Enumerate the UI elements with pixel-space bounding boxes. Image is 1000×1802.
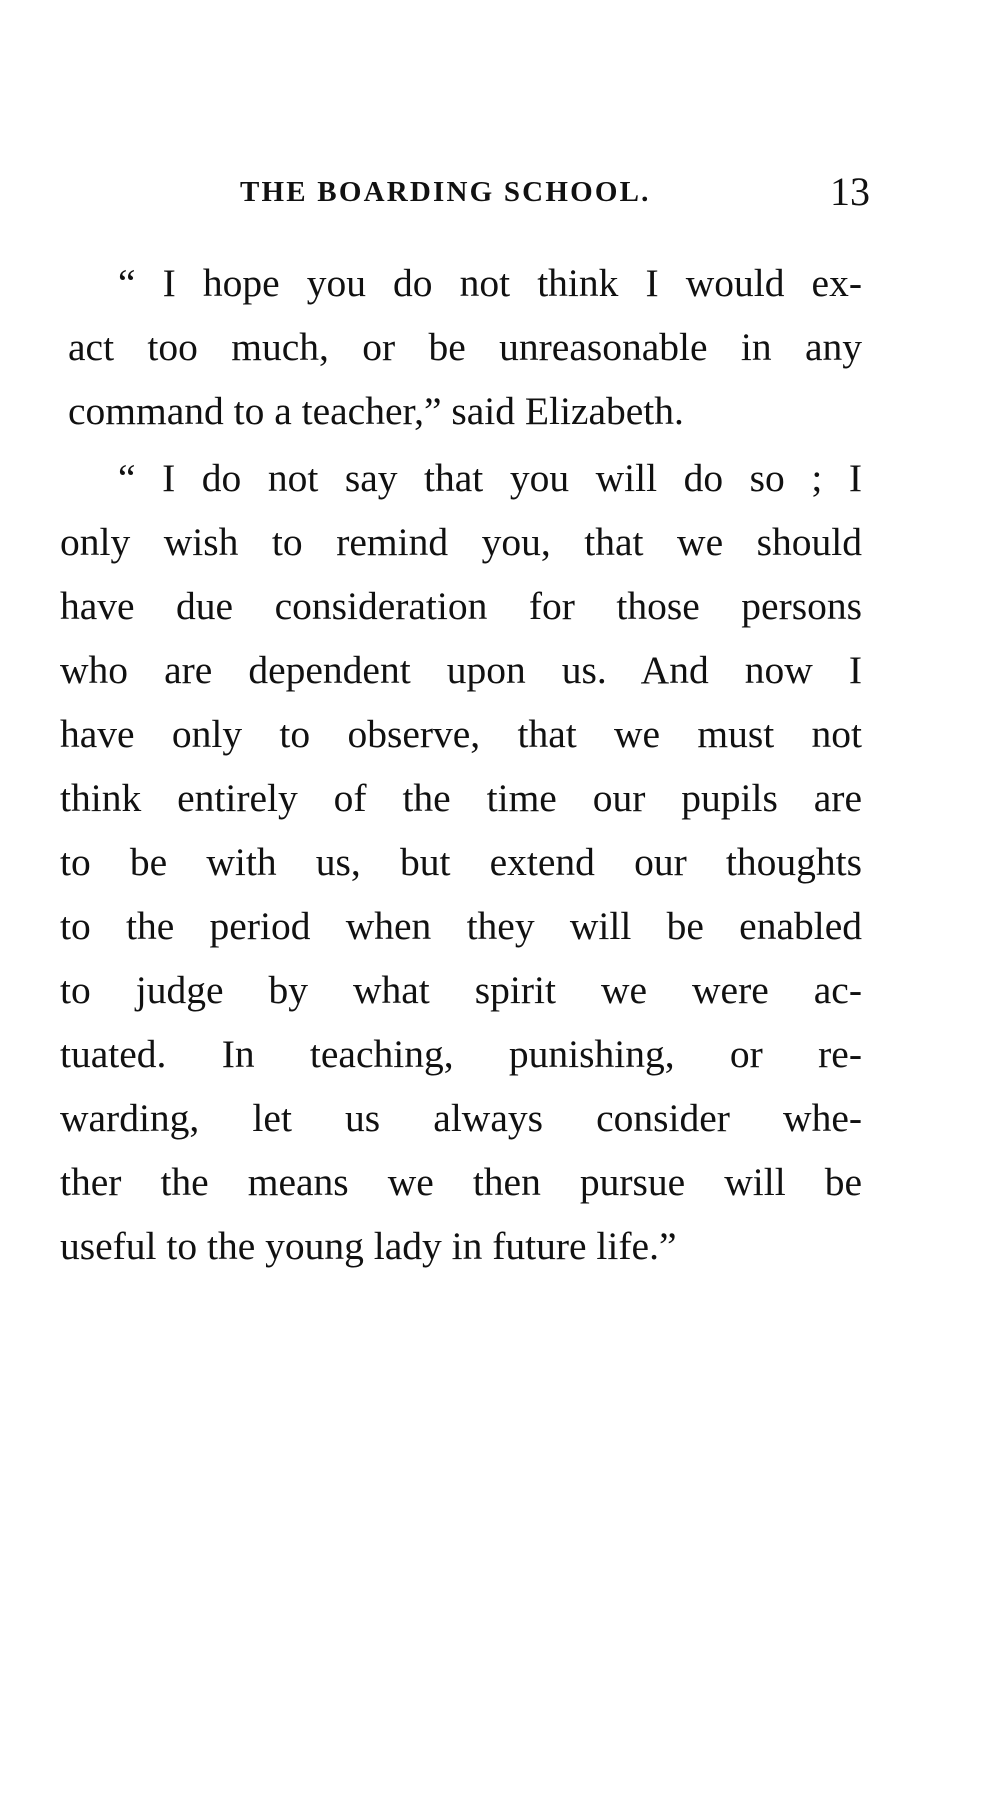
running-head bbox=[240, 168, 870, 218]
text-line: to be with us, but extend our thoughts bbox=[60, 840, 862, 884]
text-line: useful to the young lady in future life.” bbox=[60, 1224, 677, 1268]
text-line: only wish to remind you, that we should bbox=[60, 520, 862, 564]
text-line: have due consideration for those persons bbox=[60, 584, 862, 628]
text-line: command to a teacher,” said Elizabeth. bbox=[68, 389, 684, 433]
text-line: think entirely of the time our pupils are bbox=[60, 776, 862, 820]
text-line: who are dependent upon us. And now I bbox=[60, 648, 862, 692]
text-line: to the period when they will be enabled bbox=[60, 904, 862, 948]
text-line: act too much, or be unreasonable in any bbox=[68, 325, 862, 369]
page-number: 13 bbox=[830, 169, 870, 214]
text-line: warding, let us always consider whe- bbox=[60, 1096, 862, 1140]
text-line: “ I hope you do not think I would ex- bbox=[118, 261, 862, 305]
text-line: “ I do not say that you will do so ; I bbox=[118, 456, 862, 500]
running-title: THE BOARDING SCHOOL. bbox=[240, 176, 651, 208]
text-line: to judge by what spirit we were ac- bbox=[60, 968, 862, 1012]
text-line: tuated. In teaching, punishing, or re- bbox=[60, 1032, 862, 1076]
text-line: ther the means we then pursue will be bbox=[60, 1160, 862, 1204]
text-line: have only to observe, that we must not bbox=[60, 712, 862, 756]
